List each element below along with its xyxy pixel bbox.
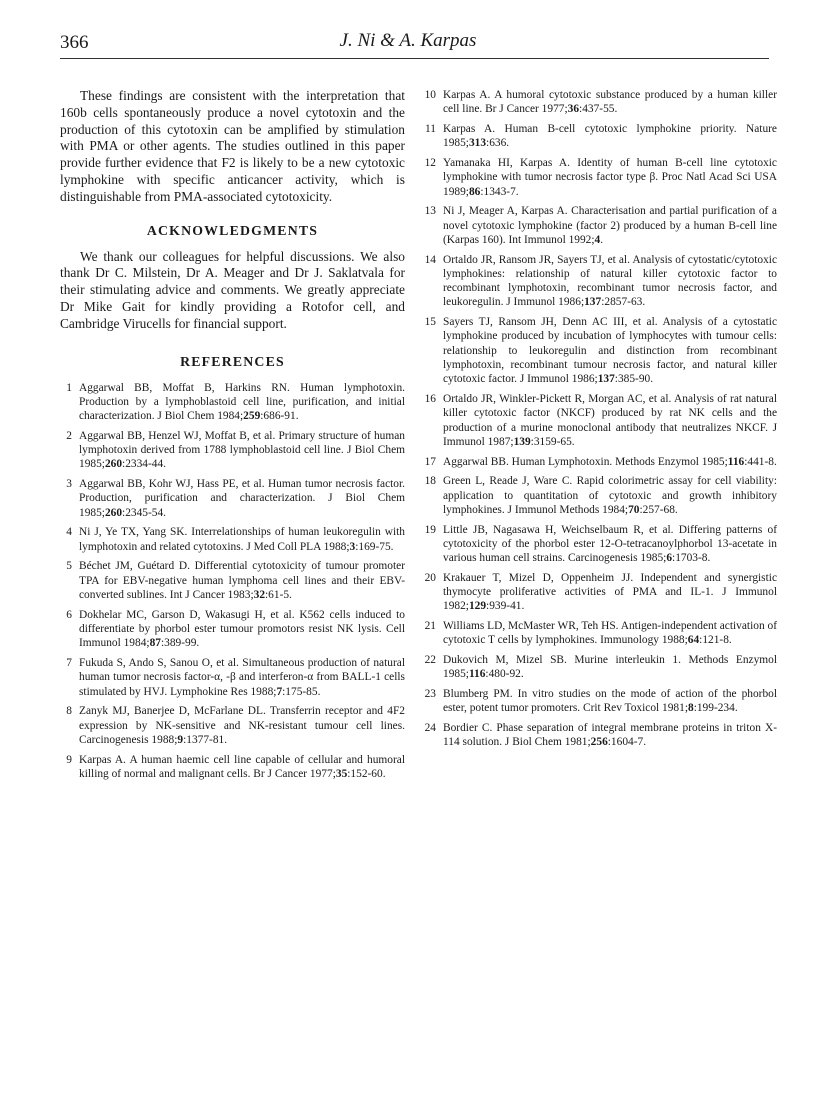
- reference-text: Béchet JM, Guétard D. Differential cytotoxicity of tumour promoter TPA for EBV-negative human lymphoma cell lines and their EBV-converted sublines. Int J Cancer 1983;: [79, 560, 405, 601]
- reference-number: 16: [424, 392, 436, 405]
- reference-volume: 3: [349, 540, 356, 553]
- reference-pages: :1377-81.: [183, 733, 228, 746]
- reference-volume: 35: [335, 767, 348, 780]
- reference-pages: :2334-44.: [122, 458, 167, 471]
- reference-item: [421, 88, 777, 117]
- reference-text: Ni J, Ye TX, Yang SK. Interrelationships of human leukoregulin with lymphotoxin and related cytotoxins. J Med Coll PLA 1988;: [79, 526, 405, 553]
- reference-text: Williams LD, McMaster WR, Teh HS. Antigen-independent activation of cytotoxic T cells by lymphokines. Immunology 1988;: [443, 620, 777, 647]
- reference-volume: 137: [597, 373, 615, 386]
- reference-number: 14: [424, 253, 436, 266]
- reference-pages: :257-68.: [639, 503, 678, 516]
- left-column: [60, 88, 405, 787]
- reference-number: 1: [66, 381, 72, 394]
- reference-text: Sayers TJ, Ransom JH, Denn AC III, et al. Analysis of a cytostatic lymphokine produced by incubation of lymphocytes with tumour cells: relationship to leukoregulin and distinction from recombinant lymphotoxin, recombinant tumour necrosis factor, and natural killer cytotoxic factor. J Immunol 1986;: [443, 316, 777, 386]
- reference-pages: :169-75.: [355, 540, 394, 553]
- reference-pages: :152-60.: [347, 767, 386, 780]
- reference-number: 5: [66, 560, 72, 573]
- reference-item: [421, 392, 777, 449]
- reference-pages: :939-41.: [486, 600, 525, 613]
- reference-pages: :121-8.: [699, 634, 732, 647]
- reference-text: Ortaldo JR, Winkler-Pickett R, Morgan AC, et al. Analysis of rat natural killer cytotoxic factor (NKCF) produced by rat NK cells and the production of a murine monoclonal antibody that neutralizes NKCF. J Immunol 1987;: [443, 392, 777, 448]
- reference-text: Krakauer T, Mizel D, Oppenheim JJ. Independent and synergistic thymocyte proliferative activities of PMA and IL-1. J Immunol 1982;: [443, 571, 777, 613]
- reference-number: 3: [66, 478, 72, 491]
- reference-number: 10: [424, 89, 436, 101]
- reference-number: 20: [424, 571, 436, 584]
- reference-volume: 7: [276, 685, 283, 698]
- right-column: [421, 88, 777, 755]
- reference-pages: :1604-7.: [607, 736, 647, 749]
- reference-text: Aggarwal BB, Kohr WJ, Hass PE, et al. Human tumor necrosis factor. Production, purification and characterization. J Biol Chem 1985;: [79, 478, 405, 519]
- reference-pages: :389-99.: [160, 637, 200, 650]
- reference-item: [421, 619, 777, 648]
- reference-item: [60, 525, 405, 554]
- reference-pages: :1703-8.: [672, 552, 711, 565]
- references-heading: REFERENCES: [180, 353, 285, 369]
- reference-text: Ortaldo JR, Ransom JR, Sayers TJ, et al. Analysis of cytostatic/cytotoxic lymphokines: relationship of natural killer cytotoxic factor to recombinant lymphotoxin, recombinant tumor necrosis factor, and leukoregulin. J Immunol 1986;: [443, 253, 777, 309]
- reference-volume: 116: [727, 455, 745, 468]
- reference-number: 12: [424, 156, 436, 169]
- reference-item: [421, 474, 777, 517]
- reference-item: [60, 704, 405, 747]
- reference-item: [60, 429, 405, 472]
- page-number: 366: [60, 32, 89, 53]
- reference-volume: 86: [468, 185, 481, 198]
- reference-text: Blumberg PM. In vitro studies on the mode of action of the phorbol ester, potent tumor promoters. Crit Rev Toxicol 1981;: [443, 688, 777, 715]
- reference-item: [421, 687, 777, 716]
- reference-volume: 8: [687, 702, 694, 715]
- reference-number: 21: [424, 620, 436, 633]
- reference-pages: :437-55.: [579, 103, 618, 116]
- reference-volume: 260: [104, 458, 123, 471]
- reference-number: 24: [424, 722, 436, 735]
- reference-item: [421, 571, 777, 614]
- reference-pages: :385-90.: [614, 373, 654, 386]
- reference-pages: :61-5.: [265, 588, 292, 601]
- reference-volume: 87: [149, 637, 161, 650]
- reference-item: [60, 559, 405, 602]
- reference-volume: 64: [687, 634, 700, 647]
- header-rule: [60, 58, 769, 59]
- reference-number: 17: [424, 455, 436, 468]
- reference-number: 4: [66, 526, 72, 539]
- reference-text: Dokhelar MC, Garson D, Wakasugi H, et al. K562 cells induced to differentiate by phorbol ester tumour promotors resist NK lysis. Cell Immunol 1984;: [79, 608, 405, 650]
- reference-item: [421, 455, 777, 469]
- reference-volume: 137: [584, 296, 602, 309]
- reference-number: 22: [424, 654, 436, 667]
- reference-item: [60, 656, 405, 699]
- reference-pages: :1343-7.: [480, 185, 519, 198]
- reference-pages: .: [600, 233, 604, 246]
- reference-volume: 116: [468, 668, 486, 681]
- reference-number: 9: [66, 753, 72, 766]
- reference-volume: 70: [628, 503, 640, 516]
- reference-pages: :3159-65.: [530, 435, 575, 448]
- reference-pages: :2857-63.: [601, 296, 646, 309]
- reference-text: Karpas A. Human B-cell cytotoxic lymphokine priority. Nature 1985;: [443, 122, 777, 150]
- reference-volume: 4: [594, 233, 601, 246]
- reference-volume: 36: [567, 103, 580, 116]
- reference-number: 19: [424, 523, 436, 536]
- reference-pages: :686-91.: [260, 410, 299, 423]
- reference-text: Aggarwal BB, Henzel WJ, Moffat B, et al. Primary structure of human lymphotoxin derived from 1788 lymphoblastoid cell line. J Biol Chem 1985;: [79, 429, 405, 471]
- reference-item: [421, 315, 777, 386]
- acknowledgments-heading: ACKNOWLEDGMENTS: [146, 222, 319, 238]
- reference-text: Karpas A. A humoral cytotoxic substance produced by a human killer cell line. Br J Cancer 1977;: [443, 89, 777, 116]
- reference-pages: :2345-54.: [122, 506, 167, 519]
- reference-item: [421, 721, 777, 750]
- reference-item: [421, 253, 777, 310]
- reference-text: Green L, Reade J, Ware C. Rapid colorimetric assay for cell viability: application to quantitation of cytotoxic and growth inhibitory lymphokines. J Immunol Methods 1984;: [443, 475, 777, 516]
- reference-number: 15: [424, 316, 436, 329]
- reference-item: [60, 608, 405, 651]
- reference-number: 18: [424, 475, 436, 488]
- reference-item: [421, 523, 777, 566]
- reference-number: 23: [424, 688, 436, 701]
- reference-text: Aggarwal BB, Moffat B, Harkins RN. Human lymphotoxin. Production by a lymphoblastoid cell line, purification, and initial characterization. J Biol Chem 1984;: [79, 381, 405, 423]
- reference-text: Bordier C. Phase separation of integral membrane proteins in triton X-114 solution. J Biol Chem 1981;: [443, 722, 777, 749]
- reference-number: 7: [66, 656, 72, 669]
- reference-number: 6: [66, 608, 72, 621]
- reference-pages: :636.: [486, 137, 510, 150]
- reference-list-left: [60, 381, 405, 782]
- reference-volume: 139: [513, 435, 531, 448]
- reference-pages: :175-85.: [282, 685, 321, 698]
- reference-item: [421, 156, 777, 199]
- reference-item: [60, 477, 405, 520]
- reference-number: 8: [66, 705, 72, 718]
- reference-number: 11: [425, 122, 436, 135]
- reference-volume: 259: [243, 410, 261, 423]
- reference-volume: 129: [468, 600, 487, 613]
- reference-text: Karpas A. A human haemic cell line capable of cellular and humoral killing of normal and malignant cells. Br J Cancer 1977;: [79, 753, 405, 780]
- acknowledgments-paragraph: We thank our colleagues for helpful discussions. We also thank Dr C. Milstein, Dr A. Meager and Dr J. Saklatvala for their stimulating advice and comments. We greatly appreciate Dr Mike Gait for kindly providing a Rotofor cell, and Cambridge Virucells for financial support.: [60, 248, 405, 331]
- reference-text: Dukovich M, Mizel SB. Murine interleukin 1. Methods Enzymol 1985;: [443, 654, 777, 681]
- reference-volume: 9: [177, 733, 184, 746]
- reference-volume: 256: [590, 736, 608, 749]
- reference-text: Ni J, Meager A, Karpas A. Characterisation and partial purification of a novel cytotoxic lymphokine (factor 2) produced by a human B-cell line (Karpas 160). Int Immunol 1992;: [443, 205, 777, 246]
- reference-text: Aggarwal BB. Human Lymphotoxin. Methods Enzymol 1985;: [443, 455, 728, 468]
- conclusion-paragraph: These findings are consistent with the interpretation that 160b cells spontaneously produce a novel cytotoxin and the production of this cytotoxin can be amplified by stimulation with PMA or other agents. The studies outlined in this paper provide further evidence that F2 is likely to be a new cytotoxic lymphokine with specific anticancer activity, which is distinguishable from PMA-associated cytotoxicity.: [60, 88, 405, 204]
- reference-item: [60, 753, 405, 782]
- reference-pages: :441-8.: [744, 455, 777, 468]
- reference-text: Little JB, Nagasawa H, Weichselbaum R, et al. Differing patterns of cytotoxicity of the phorbol ester 12-O-tetracanoylphorbol 13-acetate in various human cell strains. Carcinogenesis 1985;: [443, 523, 777, 565]
- reference-volume: 313: [468, 137, 487, 150]
- reference-volume: 6: [666, 552, 673, 565]
- running-head: J. Ni & A. Karpas: [339, 30, 477, 51]
- reference-item: [60, 381, 405, 424]
- reference-text: Zanyk MJ, Banerjee D, McFarlane DL. Transferrin receptor and 4F2 expression by NK-sensitive and NK-resistant tumour cell lines. Carcinogenesis 1988;: [79, 705, 405, 746]
- reference-text: Yamanaka HI, Karpas A. Identity of human B-cell line cytotoxic lymphokine with tumor necrosis factor type β. Proc Natl Acad Sci USA 1989;: [443, 156, 777, 198]
- reference-volume: 260: [104, 506, 123, 519]
- reference-item: [421, 122, 777, 151]
- reference-number: 2: [66, 429, 72, 442]
- reference-list-right: [421, 88, 777, 750]
- reference-number: 13: [424, 205, 436, 218]
- reference-volume: 32: [253, 588, 266, 601]
- reference-pages: :480-92.: [485, 668, 524, 681]
- reference-item: [421, 204, 777, 247]
- reference-item: [421, 653, 777, 682]
- reference-text: Fukuda S, Ando S, Sanou O, et al. Simultaneous production of natural human tumor necrosis factor-α, -β and interferon-α from BALL-1 cells stimulated by HVJ. Lymphokine Res 1988;: [79, 656, 405, 698]
- reference-pages: :199-234.: [693, 702, 738, 715]
